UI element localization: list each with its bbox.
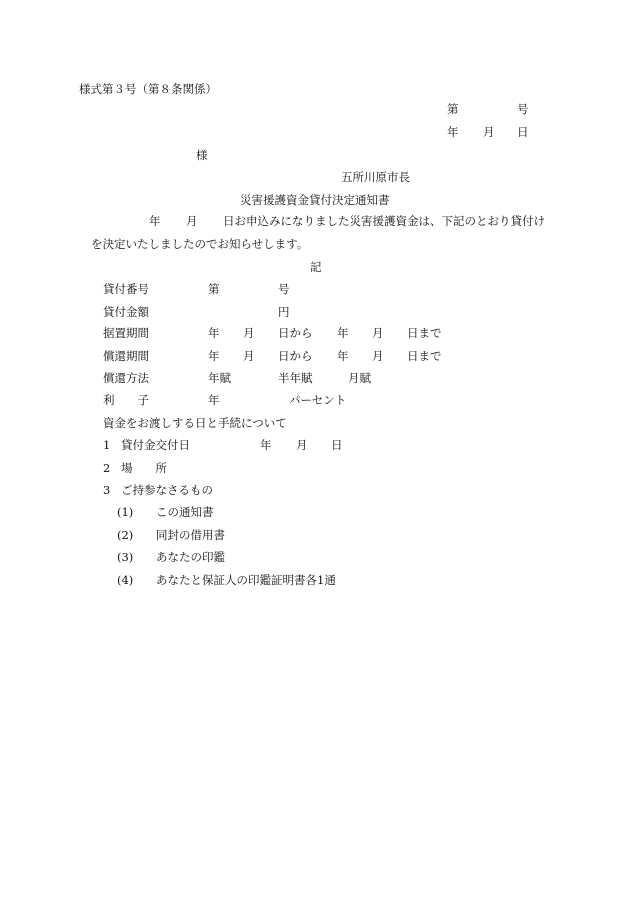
- item-2-label: 場 所: [121, 461, 167, 475]
- subitem-4-number: (4): [117, 573, 134, 587]
- loan-amount-label: 貸付金額: [103, 305, 149, 319]
- subitem-3-number: (3): [117, 550, 134, 564]
- date-month: 月: [483, 125, 495, 139]
- interest-percent: パーセント: [289, 393, 347, 407]
- subitem-3-text: あなたの印鑑: [156, 550, 225, 564]
- item-1-label: 貸付金交付日: [121, 438, 190, 452]
- doc-number-dai: 第: [447, 102, 459, 116]
- repayment-day-1: 日から: [278, 349, 313, 363]
- item-3-number: 3: [103, 483, 111, 497]
- doc-number-go: 号: [517, 102, 529, 116]
- subitem-1-number: (1): [117, 505, 134, 519]
- item-1-month: 月: [296, 438, 308, 452]
- subitem-4-text: あなたと保証人の印鑑証明書各1通: [156, 573, 336, 587]
- deferral-label: 据置期間: [103, 326, 149, 340]
- body-year: 年: [149, 214, 161, 228]
- ki-heading: 記: [310, 260, 322, 274]
- repayment-month-2: 月: [372, 349, 384, 363]
- repayment-year-1: 年: [208, 349, 220, 363]
- item-1-day: 日: [331, 438, 343, 452]
- loan-number-go: 号: [278, 282, 290, 296]
- body-line-1: 日お申込みになりました災害援護資金は、下記のとおり貸付け: [223, 214, 545, 228]
- method-monthly: 月賦: [348, 371, 371, 385]
- deferral-year-2: 年: [337, 326, 349, 340]
- deferral-month-1: 月: [243, 326, 255, 340]
- subitem-2-text: 同封の借用書: [156, 528, 225, 542]
- body-month: 月: [186, 214, 198, 228]
- document-title: 災害援護資金貸付決定通知書: [240, 193, 390, 207]
- subitem-2-number: (2): [117, 528, 134, 542]
- issuer: 五所川原市長: [341, 170, 410, 184]
- method-semiannual: 半年賦: [278, 371, 313, 385]
- loan-number-label: 貸付番号: [103, 282, 149, 296]
- handover-heading: 資金をお渡しする日と手続について: [103, 416, 287, 430]
- repayment-day-2: 日まで: [407, 349, 442, 363]
- deferral-month-2: 月: [372, 326, 384, 340]
- date-day: 日: [517, 125, 529, 139]
- method-annual: 年賦: [208, 371, 231, 385]
- loan-number-dai: 第: [208, 282, 220, 296]
- item-1-year: 年: [260, 438, 272, 452]
- body-line-2: を決定いたしましたのでお知らせします。: [91, 237, 309, 251]
- addressee-suffix: 様: [196, 148, 208, 162]
- item-1-number: 1: [103, 438, 111, 452]
- item-3-label: ご持参なさるもの: [121, 483, 213, 497]
- deferral-day-1: 日から: [278, 326, 313, 340]
- deferral-day-2: 日まで: [407, 326, 442, 340]
- form-number: 様式第３号（第８条関係）: [79, 82, 217, 96]
- interest-label: 利 子: [103, 393, 149, 407]
- repayment-label: 償還期間: [103, 349, 149, 363]
- interest-year: 年: [208, 393, 220, 407]
- loan-amount-yen: 円: [278, 305, 290, 319]
- item-2-number: 2: [103, 461, 111, 475]
- subitem-1-text: この通知書: [156, 505, 214, 519]
- repayment-month-1: 月: [243, 349, 255, 363]
- deferral-year-1: 年: [208, 326, 220, 340]
- repayment-method-label: 償還方法: [103, 371, 149, 385]
- date-year: 年: [447, 125, 459, 139]
- repayment-year-2: 年: [337, 349, 349, 363]
